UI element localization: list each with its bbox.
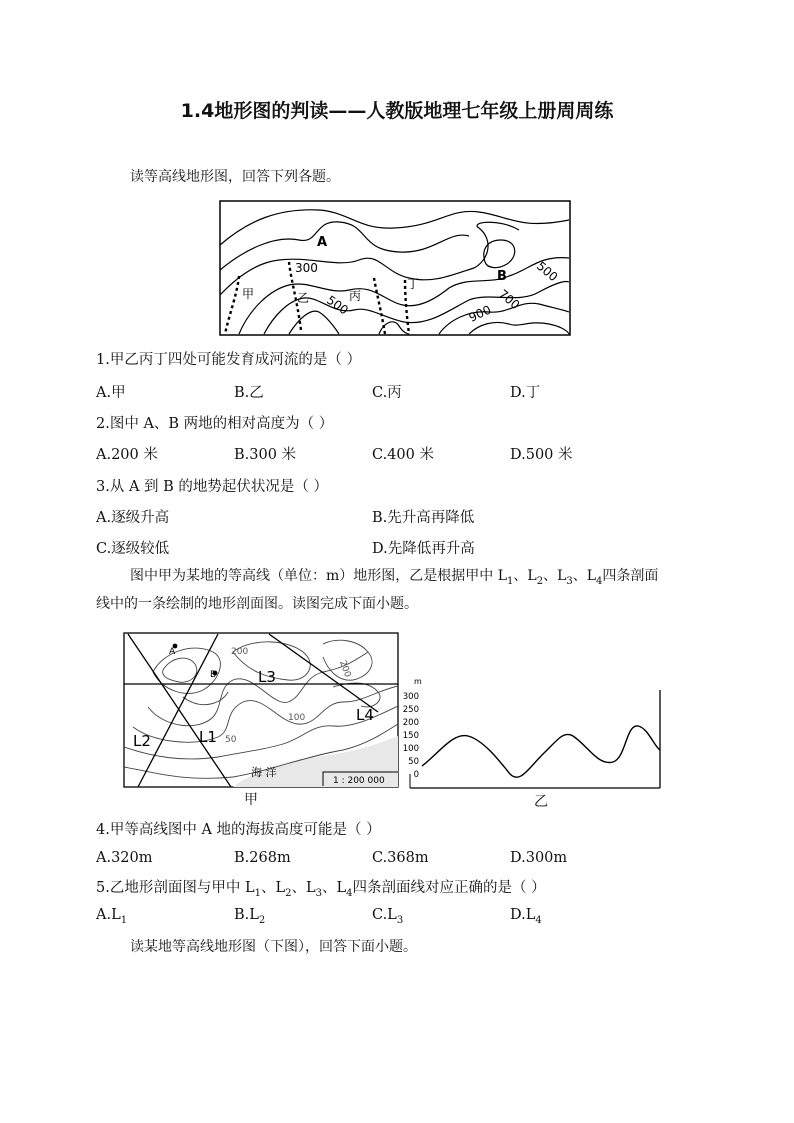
- q3-option-d: D.先降低再升高: [372, 541, 475, 557]
- q2-option-d: D.500 米: [510, 447, 573, 463]
- map2-label-B: B: [210, 670, 217, 680]
- map2-label-L1: L1: [199, 728, 217, 746]
- q4-option-c: C.368m: [372, 850, 429, 866]
- map2-label-L3: L3: [258, 668, 276, 686]
- q1-option-a: A.甲: [96, 385, 126, 401]
- profile-tick-150: 150: [402, 731, 419, 741]
- map2-sea-label: 海 洋: [251, 766, 277, 779]
- intro-text-3: 读某地等高线地形图（下图），回答下面小题。: [130, 939, 417, 955]
- map2-contour-200b: 200: [337, 659, 353, 679]
- q2-option-c: C.400 米: [372, 447, 434, 463]
- q4-option-d: D.300m: [510, 850, 568, 866]
- q5-option-b: $B.L_2$: [234, 907, 266, 926]
- map2-contour-50: 50: [225, 735, 237, 745]
- map2-label-L4: L4: [356, 706, 374, 724]
- q5-option-a: $A.L_1$: [96, 907, 128, 926]
- profile-tick-250: 250: [402, 705, 419, 715]
- map2-caption: 甲: [244, 792, 258, 808]
- map2-scale: 1 : 200 000: [333, 776, 385, 786]
- q4-option-a: A.320m: [96, 850, 153, 866]
- question-2-stem: 2.图中 A、B 两地的相对高度为（ ）: [96, 416, 334, 432]
- q2-option-a: A.200 米: [96, 447, 158, 463]
- contour-map-1: [219, 200, 571, 336]
- map1-contour-500b: 500: [533, 258, 561, 285]
- q4-option-b: B.268m: [234, 850, 291, 866]
- map1-label-A: A: [317, 235, 328, 250]
- q3-option-c: C.逐级较低: [96, 541, 170, 557]
- q1-option-b: B.乙: [234, 385, 264, 401]
- intro-text-2: 图中甲为某地的等高线（单位：m）地形图，乙是根据甲中 $L_1$、$L_2$、$L_3$、$L_4$四条剖面: [130, 568, 659, 587]
- question-3-stem: 3.从 A 到 B 的地势起伏状况是（ ）: [96, 479, 329, 495]
- map1-contour-700: 700: [495, 286, 523, 313]
- map1-label-yi: 乙: [297, 291, 310, 305]
- q5-option-c: $C.L_3$: [372, 907, 404, 926]
- map2-contour-200a: 200: [231, 647, 249, 657]
- map1-label-ding: 丁: [407, 277, 420, 291]
- profile-caption: 乙: [534, 794, 548, 810]
- q3-option-b: B.先升高再降低: [372, 510, 475, 526]
- question-4-stem: 4.甲等高线图中 A 地的海拔高度可能是（ ）: [96, 822, 381, 838]
- map1-label-bing: 丙: [349, 289, 362, 303]
- intro-text-2-line2: 线中的一条绘制的地形剖面图。读图完成下面小题。: [96, 596, 418, 612]
- map1-contour-900: 900: [466, 302, 494, 325]
- map2-label-L2: L2: [133, 732, 151, 750]
- map1-label-B: B: [497, 269, 507, 284]
- map1-contour-300: 300: [295, 261, 318, 275]
- q1-option-c: C.丙: [372, 385, 402, 401]
- q2-option-b: B.300 米: [234, 447, 297, 463]
- intro-text-1: 读等高线地形图，回答下列各题。: [130, 169, 340, 185]
- q3-option-a: A.逐级升高: [96, 510, 170, 526]
- q5-option-d: $D.L_4$: [510, 907, 542, 926]
- profile-tick-50: 50: [408, 757, 419, 767]
- map1-label-jia: 甲: [242, 287, 255, 301]
- contour-map-2: [123, 632, 399, 790]
- question-1-stem: 1.甲乙丙丁四处可能发育成河流的是（ ）: [96, 352, 361, 368]
- map2-contour-100: 100: [288, 713, 306, 723]
- q1-option-d: D.丁: [510, 385, 541, 401]
- page-title: 1.4地形图的判读——人教版地理七年级上册周周练: [180, 100, 614, 122]
- profile-tick-300: 300: [402, 692, 419, 702]
- map2-label-A: A: [169, 647, 176, 657]
- profile-tick-0: 0: [413, 770, 419, 780]
- question-5-stem: 5.乙地形剖面图与甲中 $L_1$、$L_2$、$L_3$、$L_4$四条剖面线对应正确的是（ ）: [96, 880, 546, 899]
- profile-unit: m: [414, 677, 422, 686]
- profile-chart: [398, 674, 664, 794]
- profile-tick-100: 100: [402, 744, 419, 754]
- map1-contour-500a: 500: [324, 292, 351, 318]
- profile-tick-200: 200: [402, 718, 419, 728]
